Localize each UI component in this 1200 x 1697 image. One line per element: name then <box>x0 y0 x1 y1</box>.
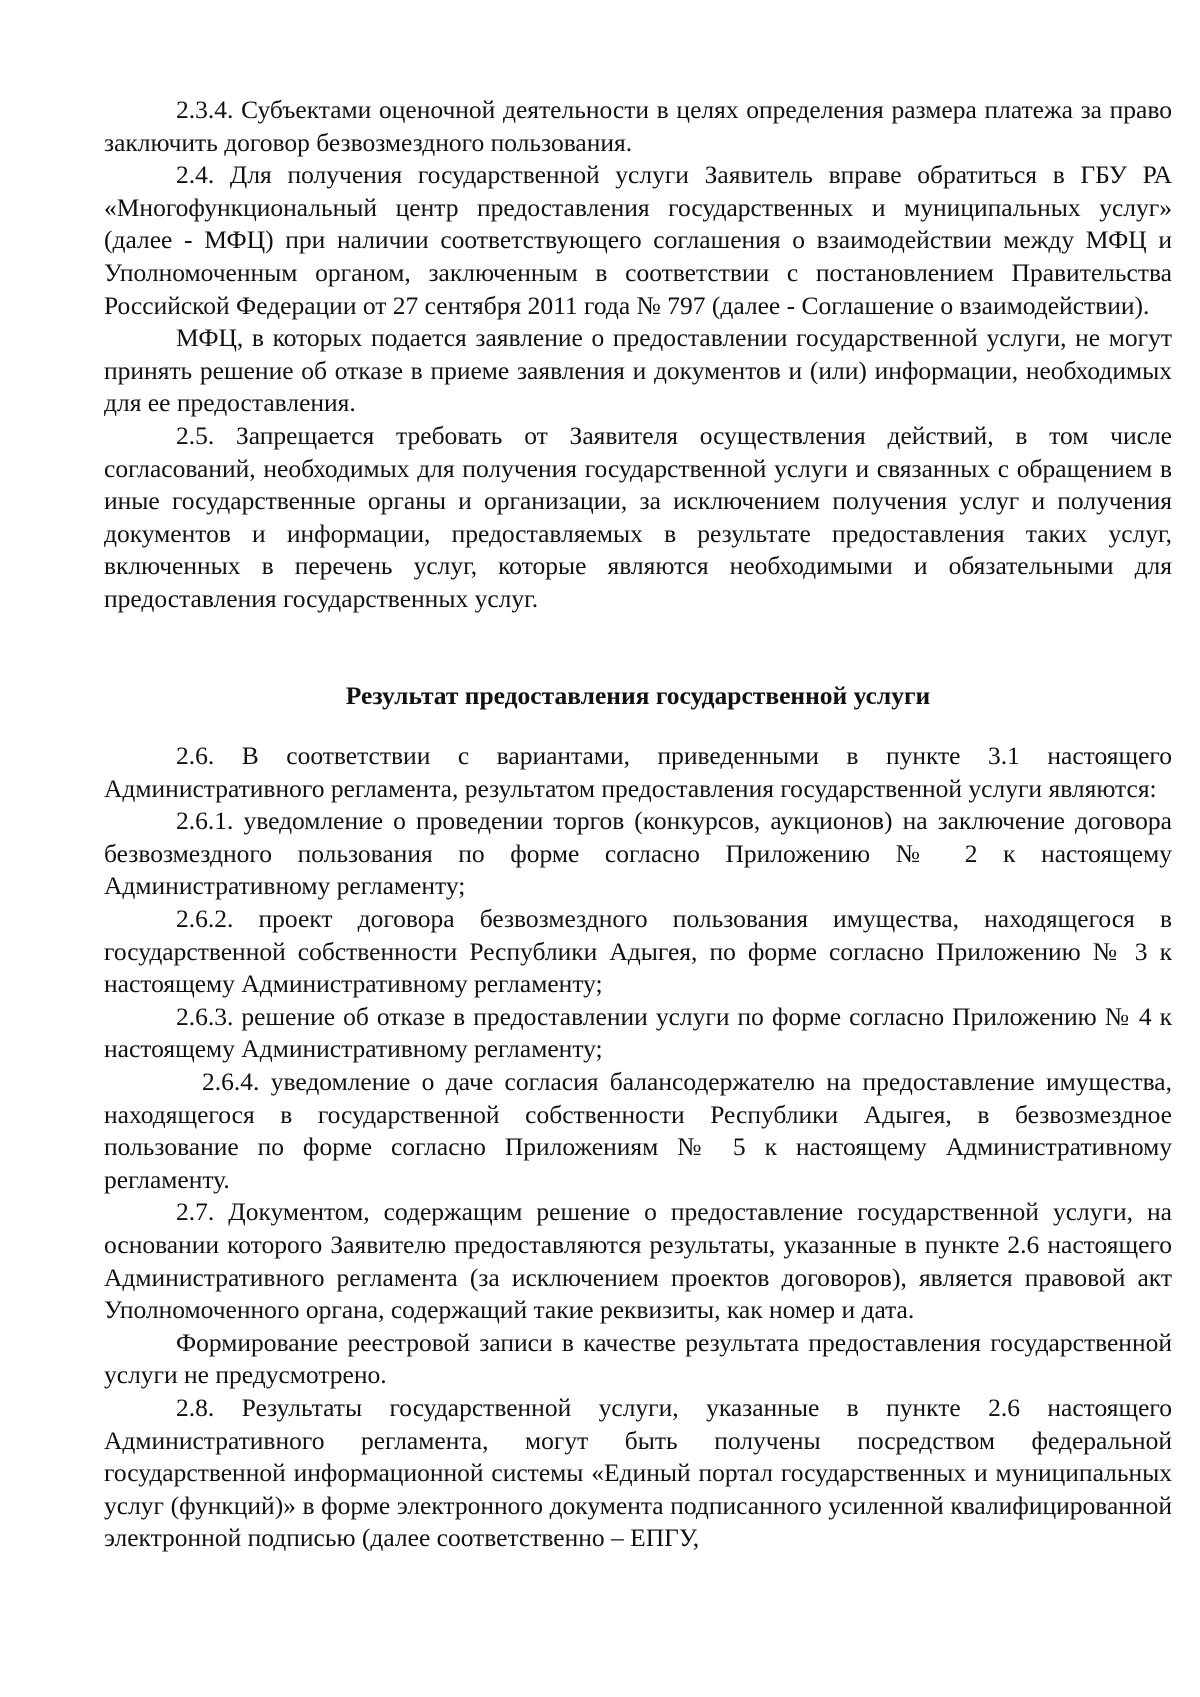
section-spacer <box>104 616 1172 680</box>
paragraph-2-4: 2.4. Для получения государственной услуги Заявитель вправе обратиться в ГБУ РА «Многофункциональный центр предоставления государственных и муниципальных услуг» (далее - МФЦ) при наличии соответствующего соглашения о взаимодействии между МФЦ и Уполномоченным органом, заключенным в соответствии с постановлением Правительства Российской Федерации от 27 сентября 2011 года № 797 (далее - Соглашение о взаимодействии). <box>104 160 1172 320</box>
paragraph-mfc: МФЦ, в которых подается заявление о предоставлении государственной услуги, не могут принять решение об отказе в приеме заявления и документов и (или) информации, необходимых для ее предоставления. <box>104 323 1172 418</box>
paragraph-2-3-4: 2.3.4. Субъектами оценочной деятельности в целях определения размера платежа за право заключить договор безвозмездного пользования. <box>104 95 1172 157</box>
paragraph-2-6-2: 2.6.2. проект договора безвозмездного пользования имущества, находящегося в государственной собственности Республики Адыгея, по форме согласно Приложению № 3 к настоящему Административному регламенту; <box>104 904 1172 999</box>
paragraph-2-6-1: 2.6.1. уведомление о проведении торгов (конкурсов, аукционов) на заключение договора безвозмездного пользования по форме согласно Приложению № 2 к настоящему Административному регламенту; <box>104 806 1172 901</box>
paragraph-2-6: 2.6. В соответствии с вариантами, приведенными в пункте 3.1 настоящего Административного регламента, результатом предоставления государственной услуги являются: <box>104 741 1172 803</box>
document-page <box>104 94 1172 1555</box>
paragraph-2-6-3: 2.6.3. решение об отказе в предоставлении услуги по форме согласно Приложению № 4 к настоящему Административному регламенту; <box>104 1001 1172 1064</box>
paragraph-2-5: 2.5. Запрещается требовать от Заявителя осуществления действий, в том числе согласований, необходимых для получения государственной услуги и связанных с обращением в иные государственные органы и организации, за исключением получения услуг и получения документов и информации, предоставляемых в результате предоставления таких услуг, включенных в перечень услуг, которые являются необходимыми и обязательными для предоставления государственных услуг. <box>104 420 1172 613</box>
paragraph-registry-record: Формирование реестровой записи в качестве результата предоставления государственной услуги не предусмотрено. <box>104 1327 1172 1390</box>
paragraph-2-8: 2.8. Результаты государственной услуги, указанные в пункте 2.6 настоящего Административного регламента, могут быть получены посредством федеральной государственной информационной системы «Единый портал государственных и муниципальных услуг (функций)» в форме электронного документа подписанного усиленной квалифицированной электронной подписью (далее соответственно – ЕПГУ, <box>104 1392 1172 1553</box>
heading-spacer <box>104 712 1172 740</box>
paragraph-2-7: 2.7. Документом, содержащим решение о предоставление государственной услуги, на основании которого Заявителю предоставляются результаты, указанные в пункте 2.6 настоящего Административного регламента (за исключением проектов договоров), является правовой акт Уполномоченного органа, содержащий такие реквизиты, как номер и дата. <box>104 1197 1172 1325</box>
section-heading: Результат предоставления государственной услуги <box>345 680 931 710</box>
paragraph-2-6-4: 2.6.4. уведомление о даче согласия балансодержателю на предоставление имущества, находящегося в государственной собственности Республики Адыгея, в безвозмездное пользование по форме согласно Приложениям № 5 к настоящему Административному регламенту. <box>104 1067 1172 1194</box>
